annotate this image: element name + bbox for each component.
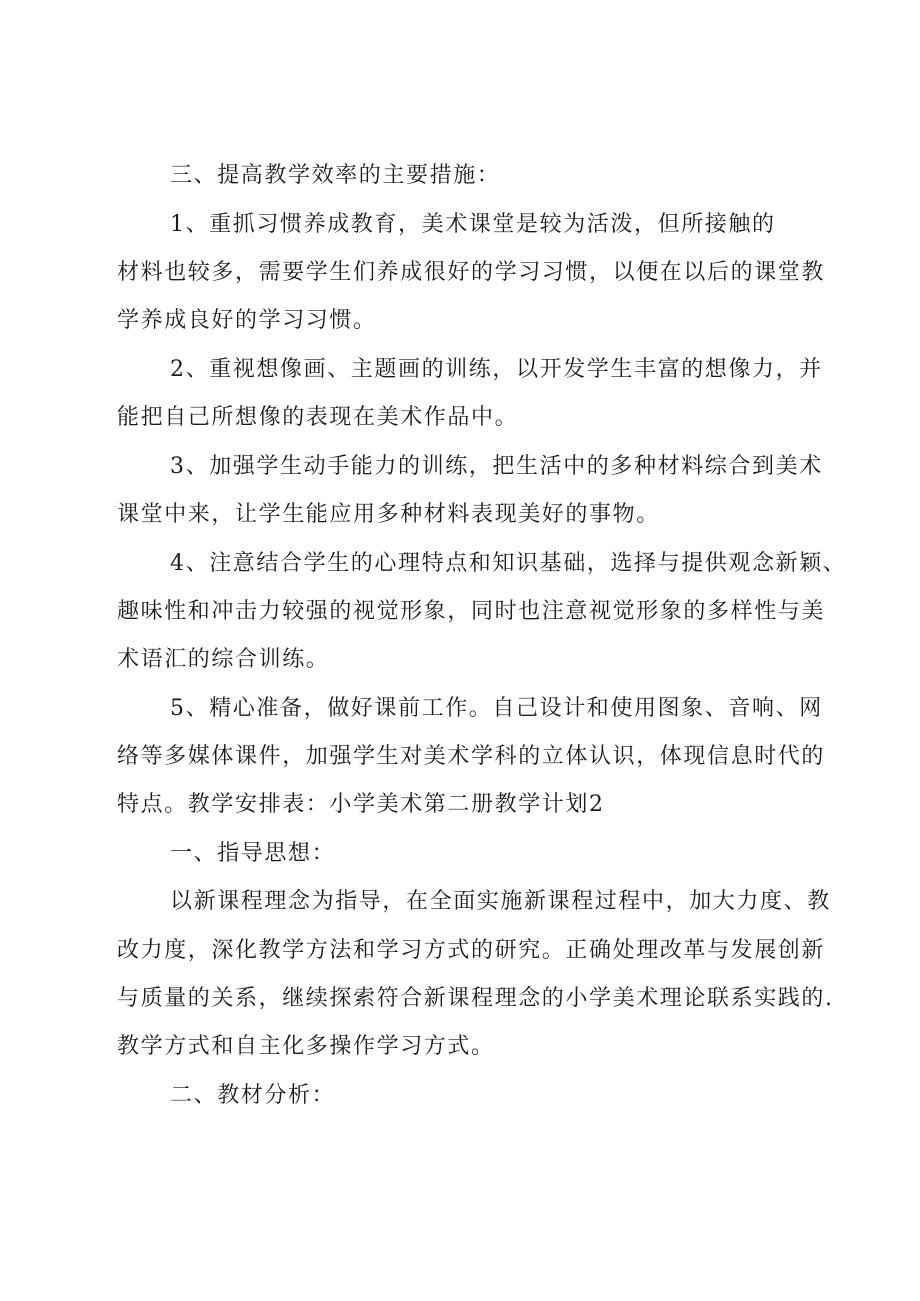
- paragraph-line: 1、重抓习惯养成教育，美术课堂是较为活泼，但所接触的: [170, 212, 776, 237]
- paragraph-line: 教学方式和自主化多操作学习方式。: [117, 1034, 495, 1059]
- paragraph-line: 能把自己所想像的表现在美术作品中。: [117, 405, 519, 430]
- paragraph-line: 与质量的关系，继续探索符合新课程理念的小学美术理论联系实践的.: [117, 986, 834, 1011]
- paragraph-line: 3、加强学生动手能力的训练，把生活中的多种材料综合到美术: [170, 454, 823, 479]
- paragraph-line: 2、重视想像画、主题画的训练，以开发学生丰富的想像力，并: [170, 357, 823, 382]
- paragraph-line: 术语汇的综合训练。: [117, 647, 330, 672]
- paragraph-line: 材料也较多，需要学生们养成很好的学习习惯，以便在以后的课堂教: [117, 260, 826, 285]
- paragraph-line: 以新课程理念为指导，在全面实施新课程过程中，加大力度、教: [170, 889, 831, 914]
- section-heading-textbook-analysis: 二、教材分析：: [170, 1083, 336, 1108]
- paragraph-line: 络等多媒体课件，加强学生对美术学科的立体认识，体现信息时代的: [117, 744, 826, 769]
- paragraph-line: 4、注意结合学生的心理特点和知识基础，选择与提供观念新颖、: [170, 551, 847, 576]
- paragraph-line: 5、精心准备，做好课前工作。自己设计和使用图象、音响、网: [170, 696, 823, 721]
- paragraph-line: 特点。教学安排表：小学美术第二册教学计划2: [117, 792, 605, 817]
- section-heading-guiding-idea: 一、指导思想：: [170, 841, 336, 866]
- paragraph-line: 课堂中来，让学生能应用多种材料表现美好的事物。: [117, 502, 660, 527]
- paragraph-line: 学养成良好的学习习惯。: [117, 308, 377, 333]
- paragraph-line: 改力度，深化教学方法和学习方式的研究。正确处理改革与发展创新: [117, 938, 826, 963]
- paragraph-line: 趣味性和冲击力较强的视觉形象，同时也注意视觉形象的多样性与美: [117, 599, 826, 624]
- section-heading-measures: 三、提高教学效率的主要措施：: [170, 163, 501, 188]
